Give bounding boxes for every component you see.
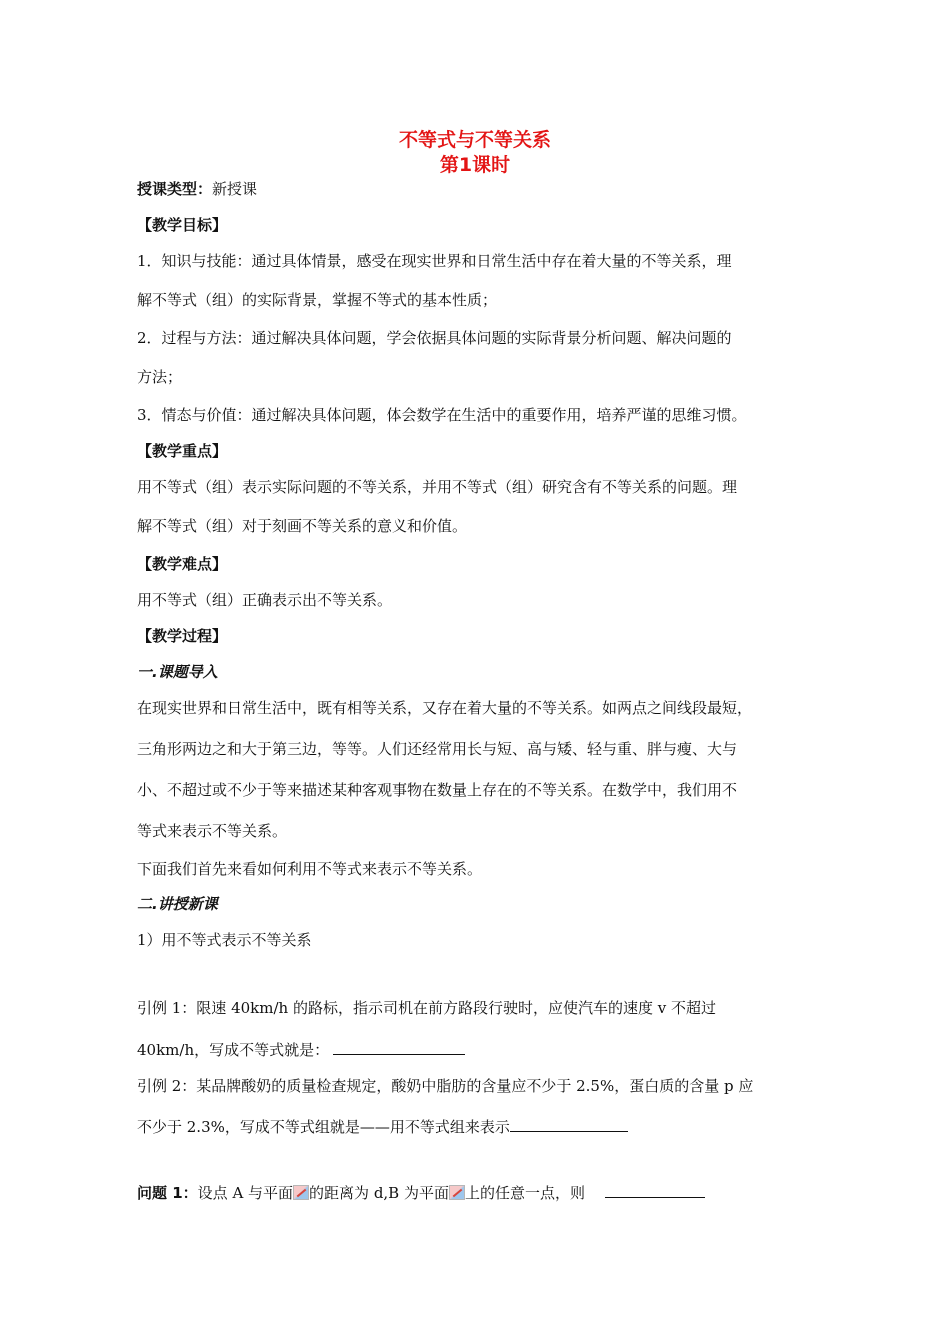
section-process: 【教学过程】 <box>137 627 228 645</box>
page-title: 不等式与不等关系 <box>398 129 551 151</box>
key-points-line-2: 解不等式（组）对于刻画不等关系的意义和价值。 <box>137 517 468 535</box>
example-1-line-1: 引例 1：限速 40km/h 的路标，指示司机在前方路段行驶时，应使汽车的速度 v 不超过 <box>137 999 716 1017</box>
goal-1-line-1: 1．知识与技能：通过具体情景，感受在现实世界和日常生活中存在着大量的不等关系，理 <box>137 252 732 270</box>
alpha-image-icon <box>449 1185 465 1200</box>
subsection-1: 1）用不等式表示不等关系 <box>137 931 312 949</box>
intro-line-4: 等式来表示不等关系。 <box>137 822 288 840</box>
question-1-label: 问题 1： <box>137 1184 198 1202</box>
question-1-part-c: 上的任意一点，则 <box>464 1184 585 1202</box>
intro-line-1: 在现实世界和日常生活中，既有相等关系，又存在着大量的不等关系。如两点之间线段最短， <box>137 699 753 717</box>
answer-blank-3[interactable] <box>605 1183 705 1198</box>
example-1-line-2 <box>137 1039 465 1060</box>
example-2-line-2 <box>137 1116 628 1137</box>
question-1-part-a: 设点 A 与平面 <box>197 1184 294 1202</box>
lesson-type-value: 新授课 <box>212 180 258 198</box>
question-1-part-b: 的距离为 d,B 为平面 <box>309 1184 449 1202</box>
section-goals: 【教学目标】 <box>137 216 228 234</box>
page-subtitle: 第1课时 <box>439 154 511 176</box>
example-2-text: 不少于 2.3%，写成不等式组就是——用不等式组来表示 <box>137 1118 510 1136</box>
goal-1-line-2: 解不等式（组）的实际背景，掌握不等式的基本性质； <box>137 291 498 309</box>
lesson-type-label: 授课类型： <box>137 180 213 198</box>
key-points-line-1: 用不等式（组）表示实际问题的不等关系，并用不等式（组）研究含有不等关系的问题。理 <box>137 478 738 496</box>
intro-line-3: 小、不超过或不少于等来描述某种客观事物在数量上存在的不等关系。在数学中，我们用不 <box>137 781 738 799</box>
goal-3: 3．情态与价值：通过解决具体问题，体会数学在生活中的重要作用，培养严谨的思维习惯。 <box>137 406 747 424</box>
example-1-text: 40km/h，写成不等式就是： <box>137 1041 330 1059</box>
goal-2-line-2: 方法； <box>137 368 183 386</box>
intro-heading: 一.课题导入 <box>137 663 218 681</box>
question-1 <box>137 1182 705 1203</box>
goal-2-line-1: 2．过程与方法：通过解决具体问题，学会依据具体问题的实际背景分析问题、解决问题的 <box>137 329 732 347</box>
answer-blank-1[interactable] <box>333 1040 465 1055</box>
section-difficulties: 【教学难点】 <box>137 555 228 573</box>
new-lesson-heading: 二.讲授新课 <box>137 895 218 913</box>
intro-line-2: 三角形两边之和大于第三边，等等。人们还经常用长与短、高与矮、轻与重、胖与瘦、大与 <box>137 740 738 758</box>
intro-paragraph-2: 下面我们首先来看如何利用不等式来表示不等关系。 <box>137 860 483 878</box>
answer-blank-2[interactable] <box>510 1117 628 1132</box>
difficulties-text: 用不等式（组）正确表示出不等关系。 <box>137 591 393 609</box>
section-key-points: 【教学重点】 <box>137 442 228 460</box>
lesson-type <box>137 178 257 199</box>
example-2-line-1: 引例 2：某品牌酸奶的质量检查规定，酸奶中脂肪的含量应不少于 2.5%，蛋白质的含量 p 应 <box>137 1077 754 1095</box>
alpha-image-icon <box>293 1185 309 1200</box>
